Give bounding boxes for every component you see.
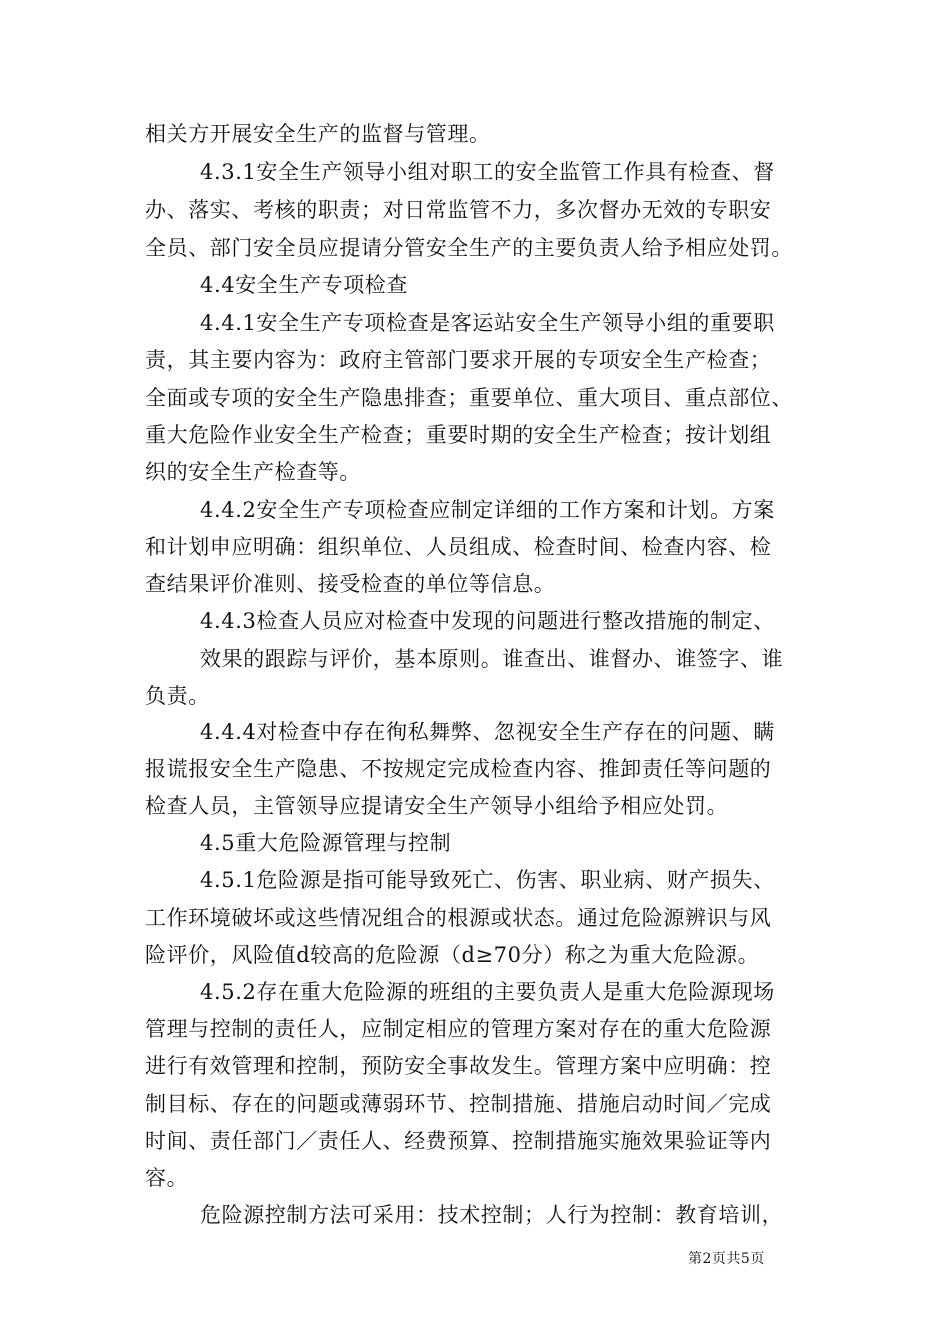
text-line: 和计划申应明确：组织单位、人员组成、检查时间、检查内容、检: [145, 535, 772, 559]
text-line: 时间、责任部门／责任人、经费预算、控制措施实施效果验证等内: [145, 1129, 772, 1153]
text-line: 负责。: [145, 684, 210, 708]
text-line: 效果的跟踪与评价，基本原则。谁查出、谁督办、谁签字、谁: [200, 647, 784, 671]
text-line: 查结果评价准则、接受检查的单位等信息。: [145, 572, 556, 596]
text-line: 进行有效管理和控制，预防安全事故发生。管理方案中应明确：控: [145, 1054, 772, 1078]
text-line: 4.4.1安全生产专项检查是客运站安全生产领导小组的重要职: [200, 311, 775, 335]
text-line: 报谎报安全生产隐患、不按规定完成检查内容、推卸责任等问题的: [145, 757, 772, 781]
text-line: 4.4.2安全生产专项检查应制定详细的工作方案和计划。方案: [200, 498, 775, 522]
text-line: 重大危险作业安全生产检查；重要时期的安全生产检查；按计划组: [145, 423, 772, 447]
text-line: 危险源控制方法可采用：技术控制；人行为控制：教育培训，: [200, 1203, 784, 1227]
text-line: 容。: [145, 1166, 189, 1190]
text-line: 相关方开展安全生产的监督与管理。: [145, 122, 491, 146]
text-line: 4.4.4对检查中存在徇私舞弊、忽视安全生产存在的问题、瞒: [200, 720, 775, 744]
text-line: 制目标、存在的问题或薄弱环节、控制措施、措施启动时间／完成: [145, 1092, 772, 1116]
text-line: 织的安全生产检查等。: [145, 460, 361, 484]
text-line: 险评价，风险值d较高的危险源（d≥70分）称之为重大危险源。: [145, 943, 760, 967]
text-line: 4.5.1危险源是指可能导致死亡、伤害、职业病、财产损失、: [200, 868, 775, 892]
text-line: 4.5.2存在重大危险源的班组的主要负责人是重大危险源现场: [200, 980, 775, 1004]
text-line: 检查人员，主管领导应提请安全生产领导小组给予相应处罚。: [145, 794, 729, 818]
text-line: 全员、部门安全员应提请分管安全生产的主要负责人给予相应处罚。: [145, 236, 793, 260]
section-heading: 4.4安全生产专项检查: [200, 273, 408, 297]
text-line: 工作环境破坏或这些情况组合的根源或状态。通过危险源辨识与风: [145, 906, 772, 930]
text-line: 办、落实、考核的职责；对日常监管不力，多次督办无效的专职安: [145, 198, 772, 222]
section-heading: 4.5重大危险源管理与控制: [200, 831, 452, 855]
text-line: 管理与控制的责任人，应制定相应的管理方案对存在的重大危险源: [145, 1017, 772, 1041]
text-line: 4.4.3检查人员应对检查中发现的问题进行整改措施的制定、: [200, 609, 775, 633]
text-line: 4.3.1安全生产领导小组对职工的安全监管工作具有检查、督: [200, 160, 775, 184]
page-number: 第2页共5页: [688, 1251, 765, 1267]
text-line: 全面或专项的安全生产隐患排查；重要单位、重大项目、重点部位、: [145, 386, 793, 410]
text-line: 责，其主要内容为：政府主管部门要求开展的专项安全生产检查；: [145, 348, 772, 372]
